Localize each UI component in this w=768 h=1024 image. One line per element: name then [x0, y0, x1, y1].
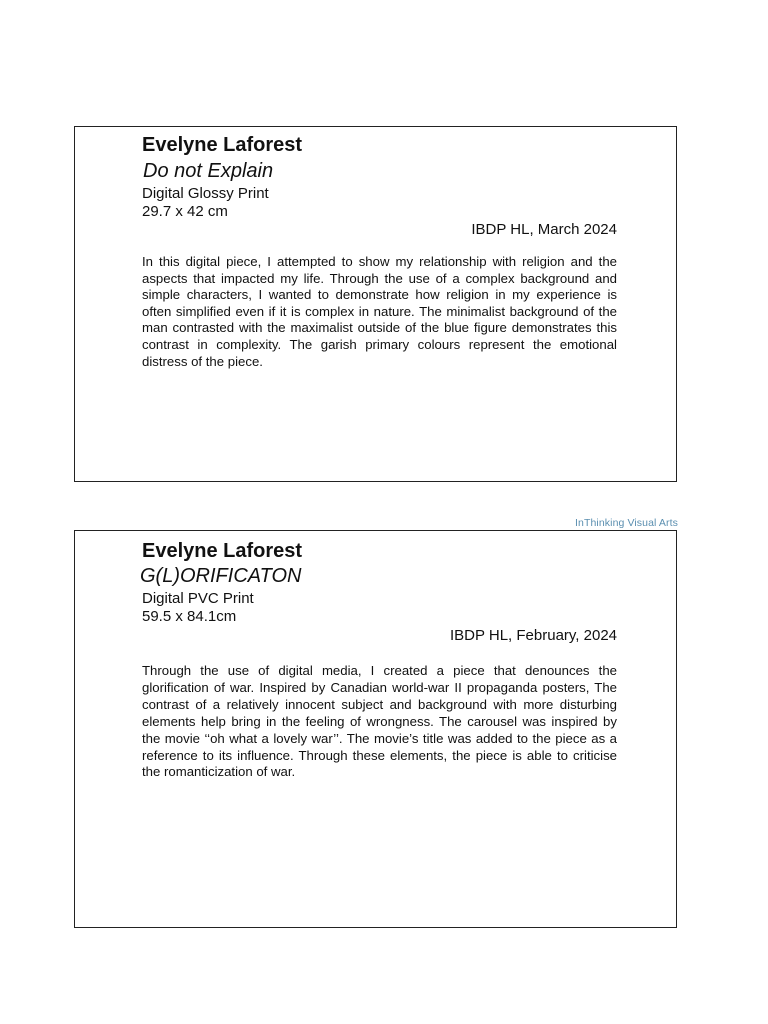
label-content: [142, 133, 617, 370]
watermark-text: InThinking Visual Arts: [575, 517, 678, 529]
artwork-medium: Digital PVC Print: [142, 590, 254, 607]
artwork-title: G(L)ORIFICATON: [140, 565, 302, 587]
artwork-size: 59.5 x 84.1cm: [142, 608, 237, 625]
label-content: [142, 539, 617, 781]
artist-statement: Through the use of digital media, I created a piece that denounces the glorification of war. Inspired by Canadian world-war II propaganda posters, The contrast of a relatively innocent subject and background with more disturbing elements help bring in the feeling of wrongness. The carousel was inspired by the movie ‘‘oh what a lovely war’’. The movie’s title was added to the piece as a reference to its influence. Through these elements, the piece is able to criticise the romanticization of war.: [142, 663, 617, 780]
course-date: IBDP HL, February, 2024: [449, 627, 617, 644]
artist-statement: In this digital piece, I attempted to show my relationship with religion and the aspects that impacted my life. Through the use of a complex background and simple characters, I wanted to demonstrate how religion in my experience is often simplified even if it is complex in nature. The minimalist background of the man contrasted with the maximalist outside of the blue figure demonstrates this contrast in complexity. The garish primary colours represent the emotional distress of the piece.: [142, 254, 617, 369]
artwork-label-card: [74, 126, 677, 482]
artist-name: Evelyne Laforest: [142, 134, 303, 156]
artist-name: Evelyne Laforest: [142, 540, 303, 562]
artwork-medium: Digital Glossy Print: [142, 185, 269, 202]
course-date: IBDP HL, March 2024: [471, 221, 617, 238]
artwork-size: 29.7 x 42 cm: [142, 203, 228, 220]
artwork-title: Do not Explain: [143, 160, 274, 182]
artwork-label-card: [74, 530, 677, 928]
